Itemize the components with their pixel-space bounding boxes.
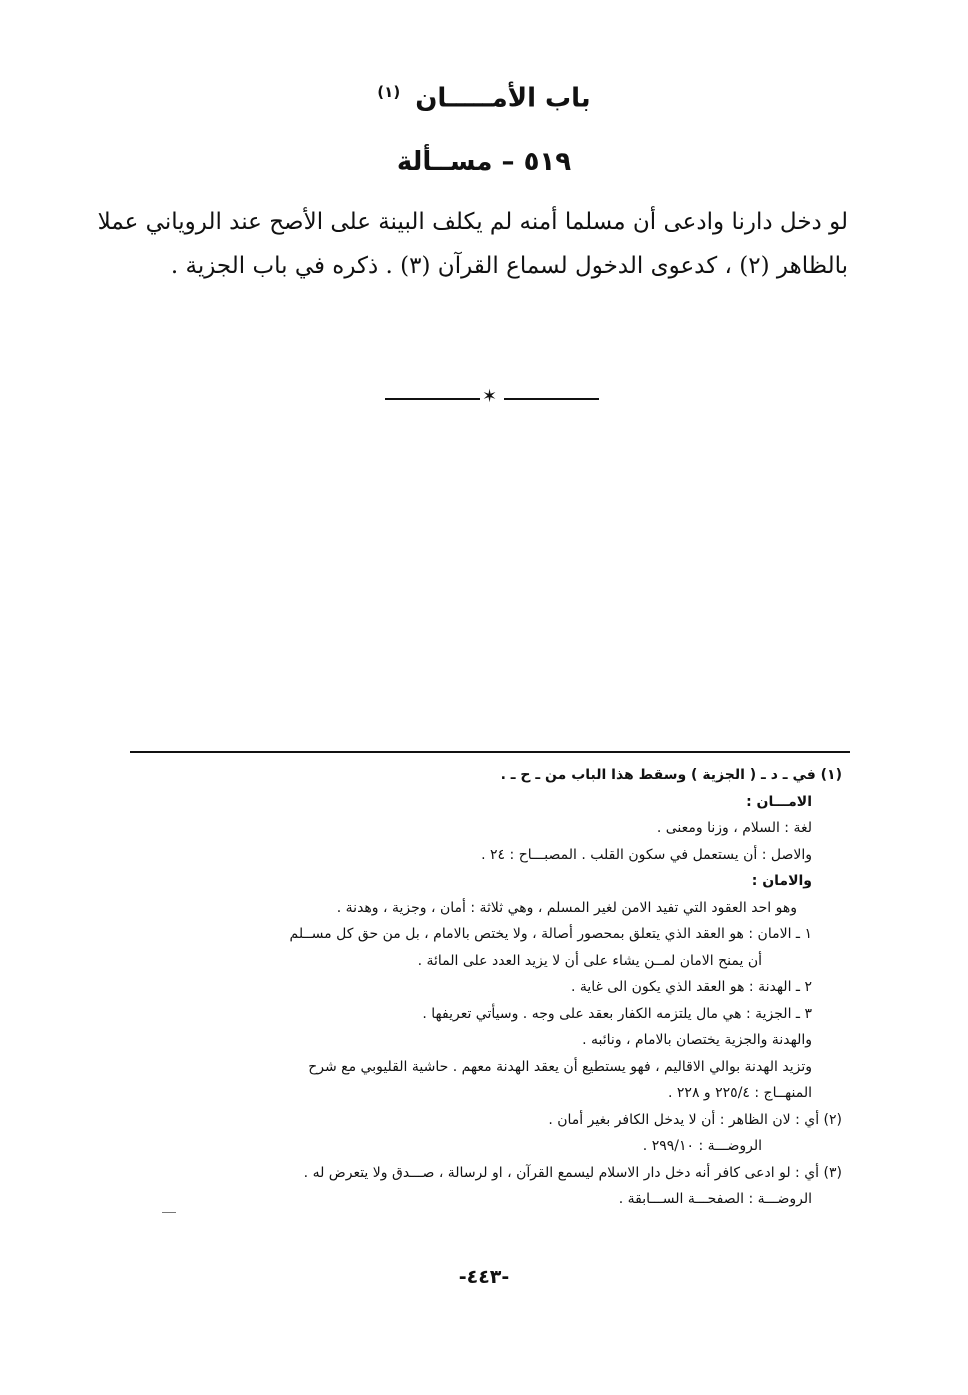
chapter-footnote-ref: (١) [377, 83, 401, 101]
divider-line-right [504, 398, 599, 400]
chapter-title [0, 72, 968, 119]
stray-mark [162, 1212, 176, 1213]
footnote-line: الامـــان : [746, 793, 812, 810]
footnote-separator [130, 751, 850, 753]
footnote-line: ١ ـ الامان : هو العقد الذي يتعلق بمحصور أصالة ، ولا يختص بالامام ، بل من حق كل مســلم [289, 926, 812, 942]
page-number: -٤٤٣- [458, 1266, 510, 1288]
footnote-line: والامان : [751, 873, 812, 889]
footnote-line: والهدنة والجزية يختصان بالامام ، ونائبه . [582, 1032, 812, 1048]
footnote-line: والاصل : أن يستعمل في سكون القلب . المصبـــاح : ٢٤ . [481, 846, 812, 863]
footnote-line: (٣) أي : لو ادعى كافر أنه دخل دار الاسلام ليسمع القرآن ، او لرسالة ، صـــدق ولا يتعرض له . [303, 1164, 842, 1181]
footnote-line: المنهــاج : ٢٢٥/٤ و ٢٢٨ . [668, 1085, 812, 1101]
body-line: بالظاهر (٢) ، كدعوى الدخول لسماع القرآن (٣) . ذكره في باب الجزية . [170, 253, 848, 279]
divider-line-left [385, 398, 480, 400]
chapter-title-text: باب الأمـــــان [415, 83, 591, 114]
footnote-line: (٢) أي : لان الظاهر : أن لا يدخل الكافر بغير أمان . [548, 1111, 842, 1128]
body-line: لو دخل دارنا وادعى أن مسلما أمنه لم يكلف البينة على الأصح عند الروياني عملا [97, 209, 848, 235]
footnote-line: وهو احد العقود التي تفيد الامن لغير المسلم ، وهي ثلاثة : أمان ، وجزية ، وهدنة . [336, 899, 797, 916]
footnotes-block [130, 762, 842, 1213]
footnote-line: أن يمنح الامان لمــن يشاء على أن لا يزيد العدد على المائة . [417, 952, 762, 969]
footnote-line: لغة : السلام ، وزنا ومعنى . [656, 820, 812, 836]
section-divider-ornament [385, 386, 599, 407]
footnote-line: ٢ ـ الهدنة : هو العقد الذي يكون الى غاية . [570, 979, 812, 995]
footnote-line: الروضـــة : الصفحـــة الســـابقة . [618, 1191, 812, 1207]
issue-title: ٥١٩ – مســألة [396, 147, 572, 177]
footnote-line: ٣ ـ الجزية : هي مال يلتزمه الكفار بعقد على وجه . وسيأتي تعريفها . [422, 1005, 812, 1022]
footnote-line: وتزيد الهدنة بوالي الاقاليم ، فهو يستطيع أن يعقد الهدنة معهم . حاشية القليوبي مع شرح [308, 1058, 812, 1075]
footnote-line: الروضـــة : ٢٩٩/١٠ . [642, 1138, 762, 1154]
footnote-line: (١) في ـ د ـ ( الجزية ) وسقط هذا الباب من ـ ح ـ . [500, 767, 842, 783]
star-icon: ✶ [482, 386, 498, 407]
body-paragraph [97, 200, 848, 288]
